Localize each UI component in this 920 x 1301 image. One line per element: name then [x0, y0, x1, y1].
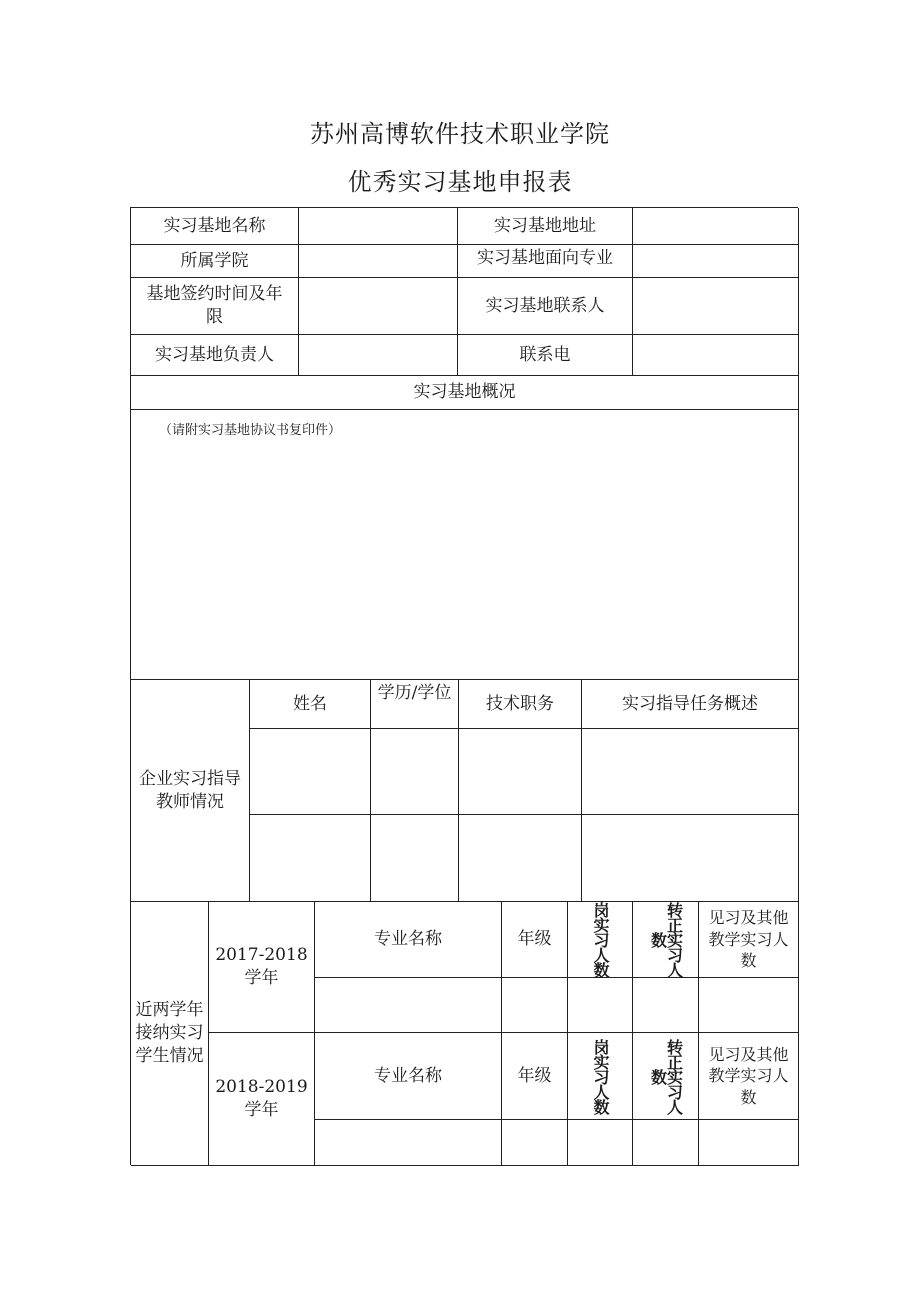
year-1-post-intern-header	[568, 902, 633, 978]
base-name-label: 实习基地名称	[131, 208, 299, 245]
school-name: 苏州高博软件技术职业学院	[310, 120, 610, 148]
sign-time-input[interactable]	[299, 278, 458, 335]
year-1-post-intern-text: 岗实习人数	[591, 902, 610, 977]
teacher-2-degree[interactable]	[371, 815, 459, 902]
college-input[interactable]	[299, 245, 458, 278]
teacher-degree-header: 学历/学位	[371, 680, 459, 729]
year-1-regular-intern-header	[633, 902, 699, 978]
year-2-grade-header: 年级	[502, 1033, 568, 1120]
base-address-label: 实习基地地址	[458, 208, 633, 245]
year-2-post-intern-header	[568, 1033, 633, 1120]
overview-note: （请附实习基地协议书复印件）	[159, 423, 342, 438]
teachers-section-label: 企业实习指导教师情况	[131, 680, 250, 902]
year-2-regular-intern-text: 转正实习人数	[648, 1038, 684, 1114]
year-2-grade-input[interactable]	[502, 1120, 568, 1166]
teacher-2-name[interactable]	[250, 815, 371, 902]
year-2-major-input[interactable]	[315, 1120, 502, 1166]
year-1-label: 2017-2018学年	[209, 902, 315, 1033]
students-section-label: 近两学年接纳实习学生情况	[131, 902, 209, 1166]
year-1-major-input[interactable]	[315, 978, 502, 1033]
year-1-regular-intern-input[interactable]	[633, 978, 699, 1033]
overview-title: 实习基地概况	[131, 376, 799, 410]
year-2-other-intern-input[interactable]	[699, 1120, 799, 1166]
application-form-table	[130, 207, 798, 1165]
major-label: 实习基地面向专业	[458, 245, 633, 278]
year-2-regular-intern-header	[633, 1033, 699, 1120]
leader-label: 实习基地负责人	[131, 335, 299, 376]
teacher-1-title[interactable]	[459, 729, 582, 815]
year-2-post-intern-text: 岗实习人数	[591, 1038, 610, 1114]
base-address-input[interactable]	[633, 208, 799, 245]
teacher-task-header: 实习指导任务概述	[582, 680, 799, 729]
contact-person-label: 实习基地联系人	[458, 278, 633, 335]
year-1-grade-input[interactable]	[502, 978, 568, 1033]
leader-input[interactable]	[299, 335, 458, 376]
year-2-regular-intern-input[interactable]	[633, 1120, 699, 1166]
year-2-other-intern-header: 见习及其他教学实习人数	[699, 1033, 799, 1120]
year-1-other-intern-input[interactable]	[699, 978, 799, 1033]
phone-input[interactable]	[633, 335, 799, 376]
teacher-1-degree[interactable]	[371, 729, 459, 815]
year-1-grade-header: 年级	[502, 902, 568, 978]
year-1-major-header: 专业名称	[315, 902, 502, 978]
contact-person-input[interactable]	[633, 278, 799, 335]
form-title: 优秀实习基地申报表	[347, 168, 573, 196]
year-2-post-intern-input[interactable]	[568, 1120, 633, 1166]
year-1-regular-intern-text: 转正实习人数	[648, 902, 684, 977]
teacher-1-name[interactable]	[250, 729, 371, 815]
base-name-input[interactable]	[299, 208, 458, 245]
year-1-post-intern-input[interactable]	[568, 978, 633, 1033]
teacher-1-task[interactable]	[582, 729, 799, 815]
teacher-title-header: 技术职务	[459, 680, 582, 729]
sign-time-label: 基地签约时间及年限	[131, 278, 299, 335]
teacher-2-task[interactable]	[582, 815, 799, 902]
year-2-label: 2018-2019学年	[209, 1033, 315, 1166]
major-input[interactable]	[633, 245, 799, 278]
teacher-name-header: 姓名	[250, 680, 371, 729]
year-2-major-header: 专业名称	[315, 1033, 502, 1120]
teacher-2-title[interactable]	[459, 815, 582, 902]
year-1-other-intern-header: 见习及其他教学实习人数	[699, 902, 799, 978]
college-label: 所属学院	[131, 245, 299, 278]
overview-content-area[interactable]	[131, 410, 799, 680]
phone-label: 联系电	[458, 335, 633, 376]
